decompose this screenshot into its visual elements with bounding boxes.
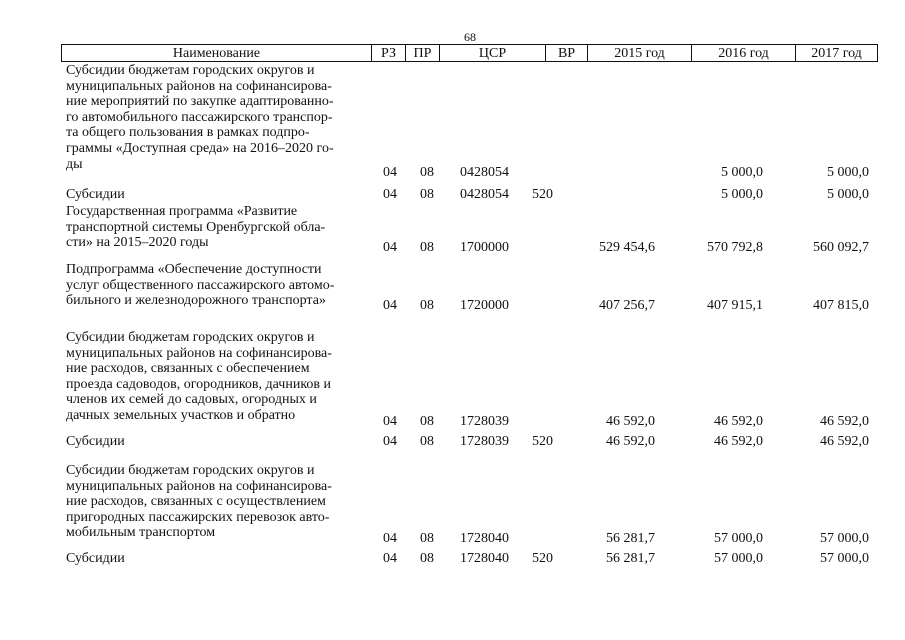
row-pr: 08 bbox=[420, 551, 434, 567]
table-header bbox=[61, 44, 878, 62]
row-rz: 04 bbox=[383, 240, 397, 256]
row-csr: 0428054 bbox=[460, 165, 509, 181]
row-2017: 46 592,0 bbox=[820, 414, 869, 430]
row-vr: 520 bbox=[532, 551, 553, 567]
row-rz: 04 bbox=[383, 414, 397, 430]
row-pr: 08 bbox=[420, 414, 434, 430]
row-rz: 04 bbox=[383, 165, 397, 181]
row-2015: 56 281,7 bbox=[606, 531, 655, 547]
table-row bbox=[0, 551, 905, 567]
row-2015: 529 454,6 bbox=[599, 240, 655, 256]
row-pr: 08 bbox=[420, 434, 434, 450]
row-2017: 46 592,0 bbox=[820, 434, 869, 450]
row-rz: 04 bbox=[383, 187, 397, 203]
row-2015: 407 256,7 bbox=[599, 298, 655, 314]
row-2017: 57 000,0 bbox=[820, 551, 869, 567]
row-2016: 5 000,0 bbox=[721, 165, 763, 181]
row-name: Субсидии bbox=[66, 434, 125, 449]
row-name: Субсидии bbox=[66, 551, 125, 566]
row-2017: 407 815,0 bbox=[813, 298, 869, 314]
row-name: Подпрограмма «Обеспечение доступности услуг общественного пассажирского автомо- бильного и железнодорожного транспорта» bbox=[66, 262, 335, 309]
table-row bbox=[0, 63, 905, 181]
row-rz: 04 bbox=[383, 551, 397, 567]
row-2015: 46 592,0 bbox=[606, 434, 655, 450]
row-2016: 570 792,8 bbox=[707, 240, 763, 256]
row-2016: 57 000,0 bbox=[714, 531, 763, 547]
row-2017: 560 092,7 bbox=[813, 240, 869, 256]
row-2016: 5 000,0 bbox=[721, 187, 763, 203]
header-2017: 2017 год bbox=[811, 46, 862, 61]
row-rz: 04 bbox=[383, 531, 397, 547]
row-2017: 5 000,0 bbox=[827, 187, 869, 203]
header-pr: ПР bbox=[406, 45, 440, 61]
row-csr: 0428054 bbox=[460, 187, 509, 203]
row-pr: 08 bbox=[420, 187, 434, 203]
table-row bbox=[0, 463, 905, 547]
row-rz: 04 bbox=[383, 298, 397, 314]
row-csr: 1728040 bbox=[460, 551, 509, 567]
table-row bbox=[0, 330, 905, 430]
table-row bbox=[0, 187, 905, 203]
table-row bbox=[0, 434, 905, 450]
row-pr: 08 bbox=[420, 165, 434, 181]
row-pr: 08 bbox=[420, 298, 434, 314]
header-2016: 2016 год bbox=[692, 45, 796, 61]
row-name: Субсидии bbox=[66, 187, 125, 202]
row-name: Государственная программа «Развитие транспортной системы Оренбургской обла- сти» на 2015–2020 годы bbox=[66, 204, 326, 251]
row-2016: 57 000,0 bbox=[714, 551, 763, 567]
row-name: Субсидии бюджетам городских округов и муниципальных районов на софинансирова- ние мероприятий по закупке адаптированно- го автомобильного пассажирского транспор- та общего пользования в рамках подпро- граммы «Доступная среда» на 2016–2020 го- ды bbox=[66, 63, 334, 172]
row-2016: 46 592,0 bbox=[714, 414, 763, 430]
row-name: Субсидии бюджетам городских округов и муниципальных районов на софинансирова- ние расходов, связанных с обеспечением проезда садоводов, огородников, дачников и членов их семей до садовых, огородных и дачных земельных участков и обратно bbox=[66, 330, 332, 423]
row-2016: 407 915,1 bbox=[707, 298, 763, 314]
row-2015: 56 281,7 bbox=[606, 551, 655, 567]
table-row bbox=[0, 262, 905, 314]
row-name: Субсидии бюджетам городских округов и муниципальных районов на софинансирова- ние расходов, связанных с осуществлением пригородных пассажирских перевозок авто- мобильным транспортом bbox=[66, 463, 332, 541]
header-2015: 2015 год bbox=[588, 45, 692, 61]
row-csr: 1728040 bbox=[460, 531, 509, 547]
row-rz: 04 bbox=[383, 434, 397, 450]
row-csr: 1720000 bbox=[460, 298, 509, 314]
row-2017: 57 000,0 bbox=[820, 531, 869, 547]
row-pr: 08 bbox=[420, 531, 434, 547]
table-row bbox=[0, 204, 905, 256]
row-vr: 520 bbox=[532, 187, 553, 203]
row-2016: 46 592,0 bbox=[714, 434, 763, 450]
header-csr: ЦСР bbox=[440, 45, 546, 61]
page-number: 68 bbox=[464, 30, 476, 44]
row-csr: 1700000 bbox=[460, 240, 509, 256]
row-pr: 08 bbox=[420, 240, 434, 256]
row-2017: 5 000,0 bbox=[827, 165, 869, 181]
header-rz: РЗ bbox=[372, 45, 406, 61]
header-name: Наименование bbox=[62, 45, 372, 61]
header-vr: ВР bbox=[546, 45, 588, 61]
row-csr: 1728039 bbox=[460, 414, 509, 430]
row-2015: 46 592,0 bbox=[606, 414, 655, 430]
row-vr: 520 bbox=[532, 434, 553, 450]
row-csr: 1728039 bbox=[460, 434, 509, 450]
